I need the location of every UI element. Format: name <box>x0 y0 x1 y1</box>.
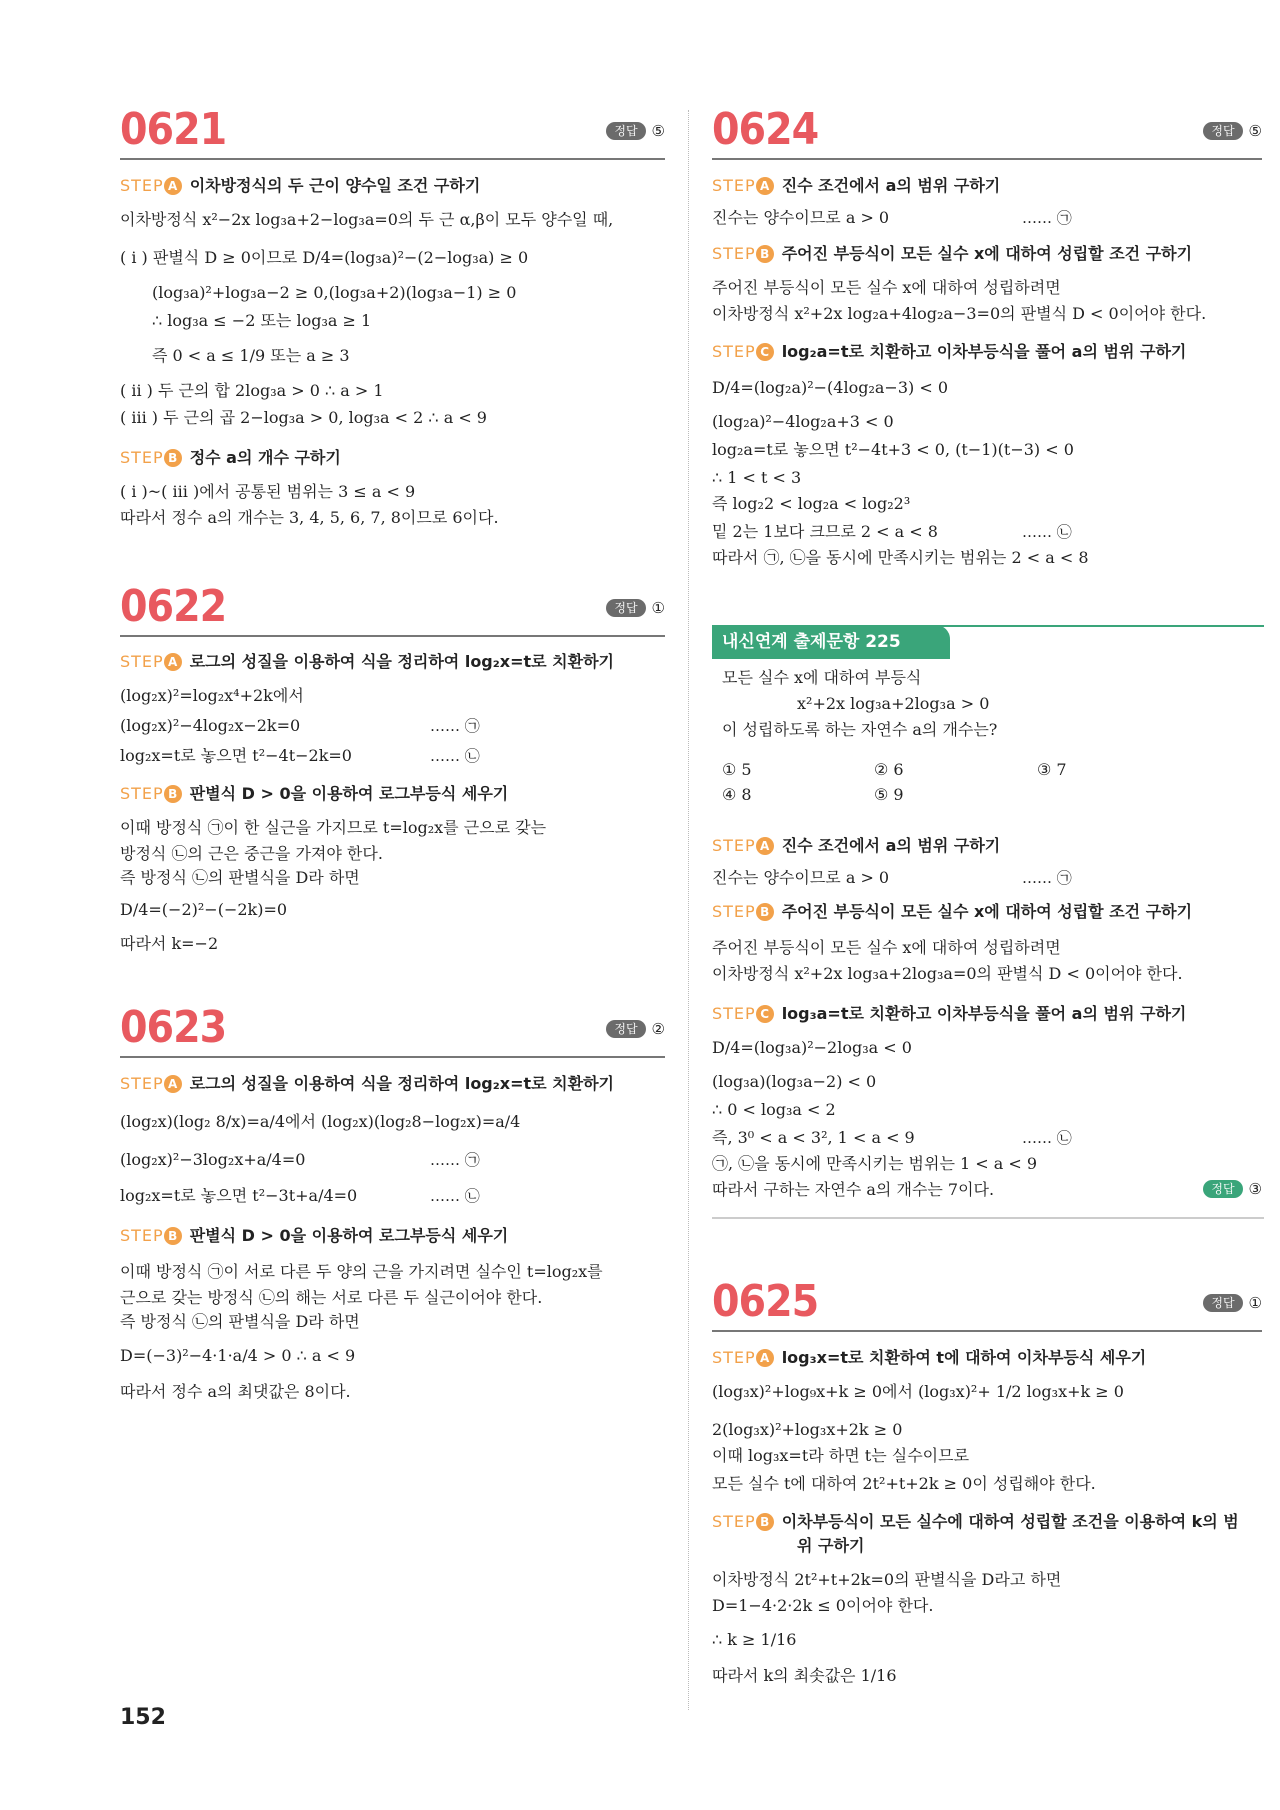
solution-line: 즉 방정식 ㉡의 판별식을 D라 하면 <box>120 1312 360 1331</box>
problem-0623-header <box>120 1002 665 1053</box>
problem-number: 0622 <box>120 581 227 632</box>
answer-value: ② <box>651 1020 665 1038</box>
linked-problem-label: 내신연계 출제문항 225 <box>712 625 950 659</box>
step-b: STEP B 주어진 부등식이 모든 실수 x에 대하여 성립할 조건 구하기 <box>712 244 1193 263</box>
answer-badge: 정답 <box>1203 1180 1242 1198</box>
step-b: STEP B 판별식 D > 0을 이용하여 로그부등식 세우기 <box>120 784 509 803</box>
solution-line: log₂x=t로 놓으면 t²−4t−2k=0 <box>120 746 352 765</box>
step-b: STEP B 주어진 부등식이 모든 실수 x에 대하여 성립할 조건 구하기 <box>712 902 1193 921</box>
answer-value: ① <box>1248 1294 1262 1312</box>
solution-line: D/4=(log₃a)²−2log₃a < 0 <box>712 1038 912 1057</box>
solution-line: 즉, 3⁰ < a < 3², 1 < a < 9 <box>712 1128 915 1147</box>
problem-number: 0624 <box>712 104 819 155</box>
solution-line: 따라서 정수 a의 개수는 3, 4, 5, 6, 7, 8이므로 6이다. <box>120 508 499 527</box>
answer-indicator <box>1203 122 1262 140</box>
equation-marker: …… ㉠ <box>430 717 480 735</box>
choice[interactable]: ④ 8 <box>722 785 752 804</box>
question-line: 모든 실수 x에 대하여 부등식 <box>722 668 922 687</box>
problem-number: 0625 <box>712 1276 819 1327</box>
header-rule <box>712 158 1262 160</box>
solution-line: 진수는 양수이므로 a > 0 <box>712 868 890 887</box>
step-b: STEP B 판별식 D > 0을 이용하여 로그부등식 세우기 <box>120 1226 509 1245</box>
header-rule <box>120 1056 665 1058</box>
solution-line: (log₂x)²−3log₂x+a/4=0 <box>120 1150 306 1169</box>
solution-line: ∴ 0 < log₃a < 2 <box>712 1100 836 1119</box>
solution-line: 방정식 ㉡의 근은 중근을 가져야 한다. <box>120 844 383 863</box>
problem-0621-header <box>120 104 665 155</box>
answer-indicator <box>1203 1294 1262 1312</box>
solution-line: 이때 방정식 ㉠이 한 실근을 가지므로 t=log₂x를 근으로 갖는 <box>120 818 547 837</box>
choice[interactable]: ② 6 <box>874 760 904 779</box>
solution-line: 2(log₃x)²+log₃x+2k ≥ 0 <box>712 1420 903 1439</box>
choice[interactable]: ① 5 <box>722 760 752 779</box>
problem-0622-header <box>120 581 665 632</box>
answer-badge: 정답 <box>606 122 645 140</box>
solution-line: (log₂x)²−4log₂x−2k=0 <box>120 716 301 735</box>
choice[interactable]: ③ 7 <box>1037 760 1067 779</box>
equation-marker: …… ㉠ <box>430 1151 480 1169</box>
solution-line: 주어진 부등식이 모든 실수 x에 대하여 성립하려면 <box>712 938 1061 957</box>
solution-line: 따라서 ㉠, ㉡을 동시에 만족시키는 범위는 2 < a < 8 <box>712 548 1089 567</box>
solution-line: ( iii ) 두 근의 곱 2−log₃a > 0, log₃a < 2 ∴ a < 9 <box>120 408 487 427</box>
solution-line: D/4=(log₂a)²−(4log₂a−3) < 0 <box>712 378 949 397</box>
page-number: 152 <box>120 1705 166 1730</box>
answer-value: ① <box>651 599 665 617</box>
solution-line: (log₃x)²+log₉x+k ≥ 0에서 (log₃x)²+ 1/2 log₃x+k ≥ 0 <box>712 1382 1124 1401</box>
answer-indicator <box>606 1020 665 1038</box>
answer-badge: 정답 <box>606 599 645 617</box>
equation-marker: …… ㉠ <box>1022 869 1072 887</box>
solution-line: D/4=(−2)²−(−2k)=0 <box>120 900 288 919</box>
answer-indicator <box>1203 1180 1262 1198</box>
solution-line: 밑 2는 1보다 크므로 2 < a < 8 <box>712 522 938 541</box>
step-b: STEP B 이차부등식이 모든 실수에 대하여 성립할 조건을 이용하여 k의 범 <box>712 1512 1239 1531</box>
problem-0625-header <box>712 1276 1262 1327</box>
solution-line: ㉠, ㉡을 동시에 만족시키는 범위는 1 < a < 9 <box>712 1154 1038 1173</box>
solution-line: 즉 log₂2 < log₂a < log₂2³ <box>712 494 911 513</box>
problem-number: 0621 <box>120 104 227 155</box>
solution-line: (log₂a)²−4log₂a+3 < 0 <box>712 412 894 431</box>
solution-line: 진수는 양수이므로 a > 0 <box>712 208 890 227</box>
step-a: STEP A 로그의 성질을 이용하여 식을 정리하여 log₂x=t로 치환하기 <box>120 1074 614 1093</box>
solution-line: 따라서 k=−2 <box>120 934 219 953</box>
question-line: x²+2x log₃a+2log₃a > 0 <box>797 694 990 713</box>
problem-number: 0623 <box>120 1002 227 1053</box>
linked-problem-header <box>712 625 1264 659</box>
solution-line: (log₂x)(log₂ 8/x)=a/4에서 (log₂x)(log₂8−log₂x)=a/4 <box>120 1112 521 1131</box>
answer-indicator <box>606 599 665 617</box>
solution-line: log₂x=t로 놓으면 t²−3t+a/4=0 <box>120 1186 358 1205</box>
step-a: STEP A 로그의 성질을 이용하여 식을 정리하여 log₂x=t로 치환하기 <box>120 652 614 671</box>
solution-line: ∴ 1 < t < 3 <box>712 468 802 487</box>
answer-badge: 정답 <box>606 1020 645 1038</box>
header-rule <box>120 158 665 160</box>
solution-line: log₂a=t로 놓으면 t²−4t+3 < 0, (t−1)(t−3) < 0 <box>712 440 1074 459</box>
answer-badge: 정답 <box>1203 1294 1242 1312</box>
equation-marker: …… ㉡ <box>430 747 480 765</box>
column-divider <box>688 110 689 1710</box>
solution-line: D=(−3)²−4·1·a/4 > 0 ∴ a < 9 <box>120 1346 356 1365</box>
solution-line: 이때 log₃x=t라 하면 t는 실수이므로 <box>712 1446 970 1465</box>
answer-indicator <box>606 122 665 140</box>
answer-value: ③ <box>1248 1180 1262 1198</box>
solution-line: 즉 0 < a ≤ 1/9 또는 a ≥ 3 <box>152 346 350 365</box>
equation-marker: …… ㉡ <box>430 1187 480 1205</box>
step-a: STEP A 이차방정식의 두 근이 양수일 조건 구하기 <box>120 176 481 195</box>
solution-line: (log₃a)²+log₃a−2 ≥ 0,(log₃a+2)(log₃a−1) ≥ 0 <box>152 283 517 302</box>
equation-marker: …… ㉠ <box>1022 209 1072 227</box>
solution-line: 따라서 k의 최솟값은 1/16 <box>712 1666 897 1685</box>
solution-line: 이때 방정식 ㉠이 서로 다른 두 양의 근을 가지려면 실수인 t=log₂x를 <box>120 1262 603 1281</box>
problem-0624-header <box>712 104 1262 155</box>
equation-marker: …… ㉡ <box>1022 1129 1072 1147</box>
solution-line: 모든 실수 t에 대하여 2t²+t+2k ≥ 0이 성립해야 한다. <box>712 1474 1096 1493</box>
solution-line: 이차방정식 x²−2x log₃a+2−log₃a=0의 두 근 α,β이 모두 양수일 때, <box>120 210 614 229</box>
equation-marker: …… ㉡ <box>1022 523 1072 541</box>
solution-line: ∴ log₃a ≤ −2 또는 log₃a ≥ 1 <box>152 311 372 330</box>
answer-badge: 정답 <box>1203 122 1242 140</box>
solution-line: 이차방정식 2t²+t+2k=0의 판별식을 D라고 하면 <box>712 1570 1062 1589</box>
step-c: STEP C log₃a=t로 치환하고 이차부등식을 풀어 a의 범위 구하기 <box>712 1004 1187 1023</box>
solution-line: (log₃a)(log₃a−2) < 0 <box>712 1072 877 1091</box>
solution-line: 근으로 갖는 방정식 ㉡의 해는 서로 다른 두 실근이어야 한다. <box>120 1288 543 1307</box>
solution-line: 이차방정식 x²+2x log₂a+4log₂a−3=0의 판별식 D < 0이어야 한다. <box>712 304 1207 323</box>
step-b-continued: 위 구하기 <box>797 1536 865 1555</box>
step-c: STEP C log₂a=t로 치환하고 이차부등식을 풀어 a의 범위 구하기 <box>712 342 1187 361</box>
solution-line: ( i )~( iii )에서 공통된 범위는 3 ≤ a < 9 <box>120 482 416 501</box>
answer-value: ⑤ <box>651 122 665 140</box>
header-rule <box>712 1330 1262 1332</box>
choice[interactable]: ⑤ 9 <box>874 785 904 804</box>
step-a: STEP A 진수 조건에서 a의 범위 구하기 <box>712 176 1001 195</box>
solution-line: 즉 방정식 ㉡의 판별식을 D라 하면 <box>120 868 360 887</box>
solution-line: ( ii ) 두 근의 합 2log₃a > 0 ∴ a > 1 <box>120 381 384 400</box>
solution-line: 주어진 부등식이 모든 실수 x에 대하여 성립하려면 <box>712 278 1061 297</box>
header-rule <box>120 635 665 637</box>
box-bottom-rule <box>712 1217 1264 1219</box>
solution-line: D=1−4·2·2k ≤ 0이어야 한다. <box>712 1596 934 1615</box>
question-line: 이 성립하도록 하는 자연수 a의 개수는? <box>722 720 998 739</box>
answer-value: ⑤ <box>1248 122 1262 140</box>
solution-line: 이차방정식 x²+2x log₃a+2log₃a=0의 판별식 D < 0이어야 한다. <box>712 964 1183 983</box>
solution-line: 따라서 구하는 자연수 a의 개수는 7이다. <box>712 1180 995 1199</box>
step-a: STEP A 진수 조건에서 a의 범위 구하기 <box>712 836 1001 855</box>
solution-line: (log₂x)²=log₂x⁴+2k에서 <box>120 686 304 705</box>
solution-line: ( i ) 판별식 D ≥ 0이므로 D/4=(log₃a)²−(2−log₃a) ≥ 0 <box>120 248 529 267</box>
step-b: STEP B 정수 a의 개수 구하기 <box>120 448 341 467</box>
step-a: STEP A log₃x=t로 치환하여 t에 대하여 이차부등식 세우기 <box>712 1348 1147 1367</box>
solution-line: 따라서 정수 a의 최댓값은 8이다. <box>120 1382 351 1401</box>
solution-line: ∴ k ≥ 1/16 <box>712 1630 797 1649</box>
